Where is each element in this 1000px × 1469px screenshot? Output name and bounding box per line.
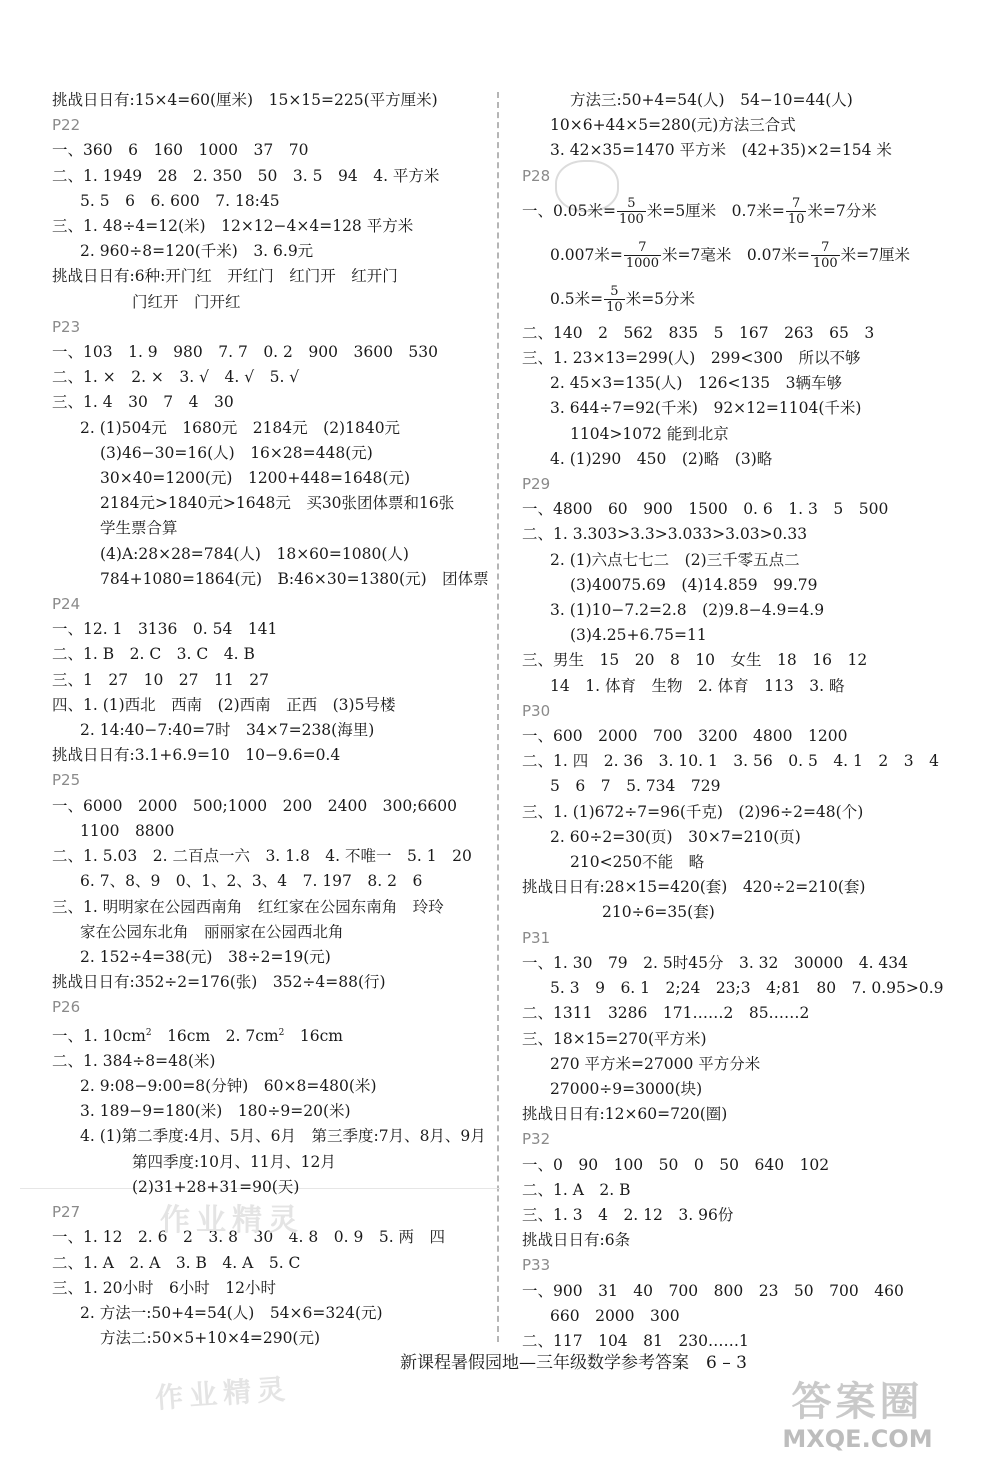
denominator: 1000	[625, 256, 659, 272]
numerator: 5	[610, 284, 619, 300]
answer-line: 挑战日日有:12×60=720(圈)	[522, 1105, 728, 1124]
answer-line: 784+1080=1864(元) B:46×30=1380(元) 团体票	[100, 569, 489, 588]
answer-line: 3. 42×35=1470 平方米 (42+35)×2=154 米	[550, 141, 892, 160]
answer-line: 三、男生 15 20 8 10 女生 18 16 12	[522, 651, 868, 670]
answer-line: 2. 方法一:50+4=54(人) 54×6=324(元)	[80, 1303, 383, 1322]
answer-line: 一、4800 60 900 1500 0. 6 1. 3 5 500	[522, 500, 889, 519]
page-label: P27	[52, 1203, 81, 1222]
watermark-text: 作业精灵	[154, 1372, 293, 1415]
answer-line: (3)40075.69 (4)14.859 99.79	[570, 575, 818, 594]
answer-line: 挑战日日有:6条	[522, 1231, 631, 1250]
numerator: 7	[791, 196, 801, 212]
answer-text: 16cm	[284, 1026, 343, 1045]
answer-text: 16cm 2. 7cm	[151, 1026, 279, 1045]
answer-line: 三、18×15=270(平方米)	[522, 1029, 707, 1048]
answer-line: 270 平方米=27000 平方分米	[550, 1054, 761, 1073]
answer-line	[522, 189, 962, 233]
fraction	[617, 196, 646, 227]
answer-line: 三、1. (1)672÷7=96(千克) (2)96÷2=48(个)	[522, 802, 864, 821]
answer-line: 挑战日日有:352÷2=176(张) 352÷4=88(行)	[52, 973, 386, 992]
answer-line: (2)31+28+31=90(天)	[132, 1177, 300, 1196]
answer-text: 0.007米=	[550, 245, 623, 264]
answer-line: 二、140 2 562 835 5 167 263 65 3	[522, 323, 875, 342]
page-label: P28	[522, 166, 551, 185]
answer-line: 三、1. 3 4 2. 12 3. 96份	[522, 1205, 734, 1224]
answer-line: 5. 5 6 6. 600 7. 18:45	[80, 191, 280, 210]
answer-line: 第四季度:10月、11月、12月	[132, 1152, 336, 1171]
answer-line	[52, 1021, 482, 1049]
numerator: 7	[821, 240, 830, 256]
answer-line: 一、0 90 100 50 0 50 640 102	[522, 1155, 830, 1174]
answer-line: 挑战日日有:6种:开门红 开红门 红门开 红开门	[52, 267, 398, 286]
page-label: P23	[52, 317, 81, 336]
answer-line: 一、6000 2000 500;1000 200 2400 300;6600	[52, 796, 457, 815]
answer-text: 米=7毫米 0.07米=	[661, 245, 810, 264]
answer-line: 二、1. A 2. B	[522, 1180, 631, 1199]
page-label: P25	[52, 771, 81, 790]
superscript: 2	[278, 1027, 285, 1038]
answer-line: 二、117 104 81 230……1	[522, 1331, 749, 1350]
answer-line: 二、1. 5.03 2. 二百点一六 3. 1.8 4. 不唯一 5. 1 20	[52, 847, 472, 866]
site-logo	[735, 1378, 980, 1456]
answer-line: 一、12. 1 3136 0. 54 141	[52, 620, 278, 639]
fraction	[624, 240, 661, 271]
denominator: 10	[787, 212, 805, 228]
page-footer: 新课程暑假园地—三年级数学参考答案 6 – 3	[400, 1353, 747, 1373]
answer-line: 2. 60÷2=30(页) 30×7=210(页)	[550, 827, 801, 846]
answer-line: 方法三:50+4=54(人) 54−10=44(人)	[570, 91, 853, 109]
answer-line: 二、1. 1949 28 2. 350 50 3. 5 94 4. 平方米	[52, 166, 440, 185]
answer-line: 一、900 31 40 700 800 23 50 700 460	[522, 1281, 904, 1300]
answer-line: 三、1 27 10 27 11 27	[52, 670, 269, 689]
answer-line: 1100 8800	[80, 821, 175, 840]
page-label: P26	[52, 998, 81, 1017]
answer-text: 0.5米=	[550, 289, 604, 308]
answer-text: 米=5厘米 0.7米=	[646, 201, 785, 220]
answer-line: 二、1. 3.303>3.3>3.033>3.03>0.33	[522, 525, 808, 544]
logo-domain-text: MXQE.COM	[782, 1425, 933, 1453]
page-label: P22	[52, 116, 81, 135]
page-label: P24	[52, 595, 81, 614]
answer-text: 米=7厘米	[840, 245, 911, 264]
answer-line: 挑战日日有:3.1+6.9=10 10−9.6=0.4	[52, 746, 341, 765]
answer-line: 一、103 1. 9 980 7. 7 0. 2 900 3600 530	[52, 343, 439, 362]
page-label: P30	[522, 701, 551, 720]
answer-line: 4. (1)第二季度:4月、5月、6月 第三季度:7月、8月、9月	[80, 1127, 486, 1146]
page-label: P32	[522, 1130, 551, 1149]
answer-line: 三、1. 4 30 7 4 30	[52, 393, 234, 412]
answer-line: 210÷6=35(套)	[602, 903, 715, 922]
answer-line	[522, 233, 962, 277]
page-label: P33	[522, 1256, 551, 1275]
answer-line: 门红开 门开红	[132, 292, 241, 311]
answer-line: 挑战日日有:28×15=420(套) 420÷2=210(套)	[522, 878, 866, 897]
answer-line: 一、1. 30 79 2. 5时45分 3. 32 30000 4. 434	[522, 953, 909, 972]
numerator: 5	[627, 196, 636, 212]
answer-line: 三、1. 48÷4=12(米) 12×12−4×4=128 平方米	[52, 217, 414, 236]
answer-line: 三、1. 明明家在公园西南角 红红家在公园东南角 玲玲	[52, 897, 444, 916]
answer-text: 一、0.05米=	[522, 201, 616, 220]
answer-line: 2. (1)504元 1680元 2184元 (2)1840元	[80, 418, 401, 437]
answer-line: 3. 644÷7=92(千米) 92×12=1104(千米)	[550, 399, 862, 418]
answer-line: (3)4.25+6.75=11	[570, 626, 707, 645]
answer-line: 二、1. A 2. A 3. B 4. A 5. C	[52, 1253, 301, 1272]
answer-line: 方法二:50×5+10×4=290(元)	[100, 1329, 321, 1348]
answer-line: 2. (1)六点七七二 (2)三千零五点二	[550, 550, 800, 569]
answer-line: 1104>1072 能到北京	[570, 424, 729, 443]
logo-main-text: 答案圈	[791, 1379, 924, 1425]
answer-line: 14 1. 体育 生物 2. 体育 113 3. 略	[550, 676, 845, 695]
answer-text: 一、1. 10cm	[52, 1026, 146, 1045]
answer-line: 家在公园东北角 丽丽家在公园西北角	[80, 922, 344, 941]
superscript: 2	[145, 1027, 152, 1038]
answer-text: 米=5分米	[625, 289, 696, 308]
denominator: 100	[619, 212, 644, 228]
answer-line: 5 6 7 5. 734 729	[550, 777, 721, 796]
answer-line: 27000÷9=3000(块)	[550, 1079, 703, 1098]
answer-line: 一、600 2000 700 3200 4800 1200	[522, 727, 848, 746]
answer-line: 30×40=1200(元) 1200+448=1648(元)	[100, 469, 411, 488]
answer-line: 一、1. 12 2. 6 2 3. 8 30 4. 8 0. 9 5. 两 四	[52, 1228, 446, 1247]
denominator: 100	[812, 256, 838, 272]
fraction	[604, 284, 625, 315]
answer-line: 2. 14:40−7:40=7时 34×7=238(海里)	[80, 721, 375, 740]
answer-line: 三、1. 20小时 6小时 12小时	[52, 1278, 277, 1297]
fraction	[786, 196, 807, 227]
answer-line: 二、1. 384÷8=48(米)	[52, 1051, 216, 1070]
answer-line: 学生票合算	[100, 519, 178, 538]
answer-line: 2. 960÷8=120(千米) 3. 6.9元	[80, 242, 314, 261]
fraction	[811, 240, 840, 271]
answer-line: 4. (1)290 450 (2)略 (3)略	[550, 449, 773, 468]
answer-line: 二、1. 四 2. 36 3. 10. 1 3. 56 0. 5 4. 1 2 3 4	[522, 752, 939, 771]
answer-line: 10×6+44×5=280(元)方法三合式	[550, 116, 796, 135]
column-divider	[497, 92, 499, 1342]
left-column	[52, 88, 489, 1351]
answer-line: 3. 189−9=180(米) 180÷9=20(米)	[80, 1102, 351, 1121]
answer-line: 二、1. B 2. C 3. C 4. B	[52, 645, 255, 664]
watermark-text: 作业精灵	[160, 1203, 304, 1238]
answer-line: 二、1. × 2. × 3. √ 4. √ 5. √	[52, 368, 300, 387]
answer-line: (3)46−30=16(人) 16×28=448(元)	[100, 443, 373, 462]
answer-line: 2184元>1840元>1648元 买30张团体票和16张	[100, 494, 455, 513]
answer-line: 660 2000 300	[550, 1306, 680, 1325]
answer-line: 2. 152÷4=38(元) 38÷2=19(元)	[80, 947, 331, 966]
answer-line: 2. 45×3=135(人) 126<135 3辆车够	[550, 374, 842, 393]
answer-line: 3. (1)10−7.2=2.8 (2)9.8−4.9=4.9	[550, 601, 825, 620]
numerator: 7	[638, 240, 647, 256]
answer-line: 挑战日日有:15×4=60(厘米) 15×15=225(平方厘米)	[52, 91, 438, 109]
answer-line	[522, 277, 962, 321]
answer-line: 210<250不能 略	[570, 853, 705, 872]
answer-line: 三、1. 23×13=299(人) 299<300 所以不够	[522, 349, 861, 368]
answer-line: 四、1. (1)西北 西南 (2)西南 正西 (3)5号楼	[52, 695, 396, 714]
right-column	[522, 88, 962, 1354]
answer-line: 5. 3 9 6. 1 2;24 23;3 4;81 80 7. 0.95>0.9	[550, 979, 944, 998]
answer-line: 二、1311 3286 171……2 85……2	[522, 1004, 810, 1023]
page-label: P29	[522, 475, 551, 494]
denominator: 10	[606, 300, 623, 316]
answer-line: 2. 9:08−9:00=8(分钟) 60×8=480(米)	[80, 1077, 377, 1096]
page-label: P31	[522, 928, 551, 947]
answer-line: 一、360 6 160 1000 37 70	[52, 141, 309, 160]
answer-line: (4)A:28×28=784(人) 18×60=1080(人)	[100, 544, 409, 563]
answer-text: 米=7分米	[807, 201, 877, 220]
answer-line: 6. 7、8、9 0、1、2、3、4 7. 197 8. 2 6	[80, 872, 423, 891]
